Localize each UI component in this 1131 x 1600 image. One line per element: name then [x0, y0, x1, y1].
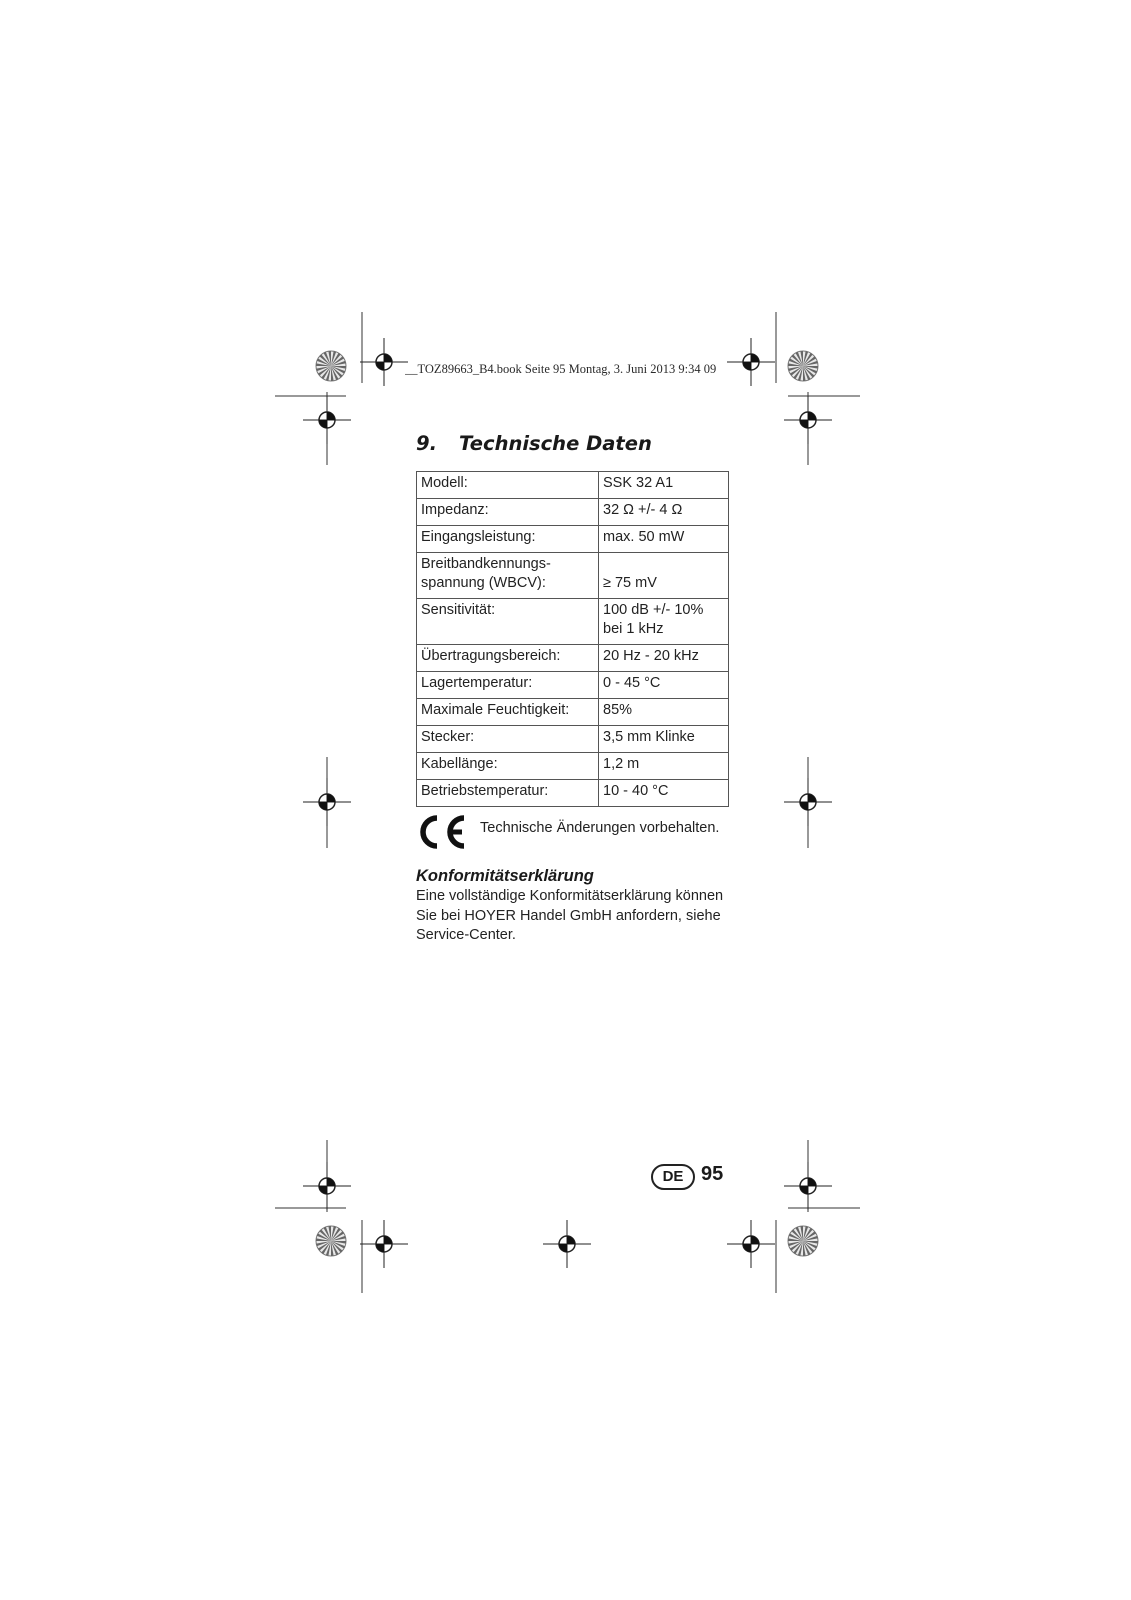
- crosshair-mark-icon: [784, 1162, 832, 1210]
- spec-label: Kabellänge:: [417, 753, 599, 780]
- section-title: [416, 432, 652, 455]
- spec-value: 1,2 m: [599, 753, 729, 780]
- spec-label: Stecker:: [417, 726, 599, 753]
- crosshair-mark-icon: [360, 1220, 408, 1268]
- spec-label: Breitbandkennungs- spannung (WBCV):: [417, 553, 599, 599]
- spec-value: 0 - 45 °C: [599, 672, 729, 699]
- ce-mark-icon: [416, 814, 472, 850]
- spec-value: 32 Ω +/- 4 Ω: [599, 499, 729, 526]
- crosshair-mark-icon: [784, 778, 832, 826]
- table-row: [417, 472, 729, 499]
- conformity-heading: Konformitätserklärung: [416, 867, 594, 885]
- spec-value: 20 Hz - 20 kHz: [599, 645, 729, 672]
- spec-label: Eingangsleistung:: [417, 526, 599, 553]
- table-row: [417, 672, 729, 699]
- spec-label: Betriebstemperatur:: [417, 780, 599, 807]
- table-row: [417, 553, 729, 599]
- print-header-line: __TOZ89663_B4.book Seite 95 Montag, 3. Juni 2013 9:34 09: [405, 362, 717, 376]
- spec-value: max. 50 mW: [599, 526, 729, 553]
- paragraph-line: Eine vollständige Konformitätserklärung können: [416, 888, 724, 904]
- table-row: [417, 526, 729, 553]
- table-row: [417, 780, 729, 807]
- spec-value: 10 - 40 °C: [599, 780, 729, 807]
- spec-label: Sensitivität:: [417, 599, 599, 645]
- spec-label: Maximale Feuchtigkeit:: [417, 699, 599, 726]
- crosshair-mark-icon: [303, 1162, 351, 1210]
- spec-label: Modell:: [417, 472, 599, 499]
- ce-note-text: Technische Änderungen vorbehalten.: [480, 820, 720, 836]
- spec-label: Lagertemperatur:: [417, 672, 599, 699]
- paragraph-line: Service-Center.: [416, 927, 516, 943]
- starburst-target-icon: [788, 1226, 818, 1256]
- spec-value: ≥ 75 mV: [599, 553, 729, 599]
- starburst-target-icon: [788, 351, 818, 381]
- technical-data-table: [416, 471, 729, 807]
- table-row: [417, 599, 729, 645]
- paragraph-line: Sie bei HOYER Handel GmbH anfordern, siehe: [416, 907, 721, 924]
- table-row: [417, 645, 729, 672]
- spec-value: 3,5 mm Klinke: [599, 726, 729, 753]
- spec-label: Impedanz:: [417, 499, 599, 526]
- table-row: [417, 699, 729, 726]
- spec-value: 85%: [599, 699, 729, 726]
- crosshair-mark-icon: [303, 778, 351, 826]
- crosshair-mark-icon: [303, 396, 351, 444]
- section-number: 9.: [416, 432, 437, 455]
- spec-value: SSK 32 A1: [599, 472, 729, 499]
- page-number: 95: [701, 1163, 724, 1185]
- conformity-paragraph: [416, 887, 736, 946]
- table-row: [417, 499, 729, 526]
- section-title-text: Technische Daten: [459, 432, 652, 455]
- crosshair-mark-icon: [360, 338, 408, 386]
- spec-label: Übertragungsbereich:: [417, 645, 599, 672]
- crosshair-mark-icon: [727, 1220, 775, 1268]
- starburst-target-icon: [316, 351, 346, 381]
- crosshair-mark-icon: [543, 1220, 591, 1268]
- crosshair-mark-icon: [784, 396, 832, 444]
- spec-value: 100 dB +/- 10% bei 1 kHz: [599, 599, 729, 645]
- language-badge: DE: [651, 1164, 695, 1190]
- starburst-target-icon: [316, 1226, 346, 1256]
- table-row: [417, 726, 729, 753]
- table-row: [417, 753, 729, 780]
